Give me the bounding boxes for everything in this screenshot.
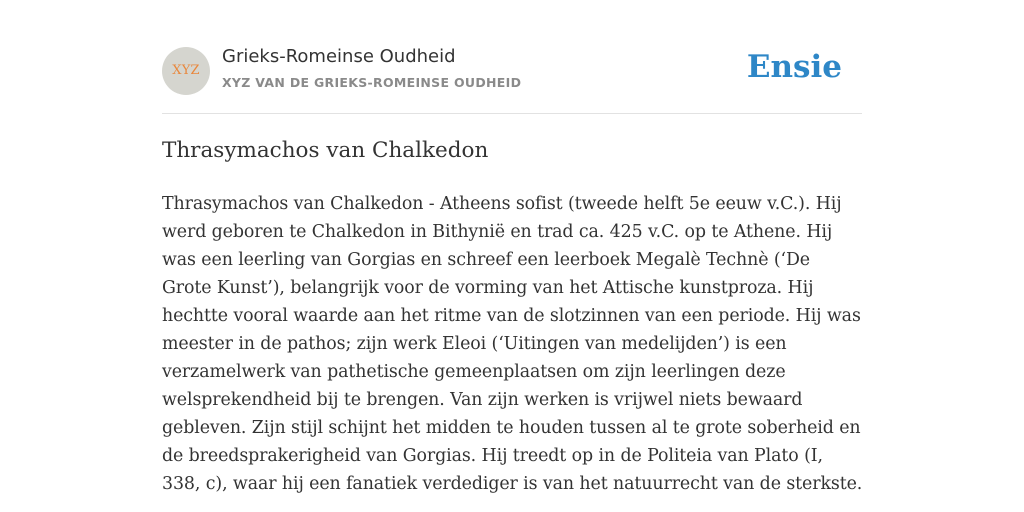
- article-body: Thrasymachos van Chalkedon - Atheens sofist (tweede helft 5e eeuw v.C.). Hij werd geboren te Chalkedon in Bithynië en trad ca. 425 v.C. op te Athene. Hij was een leerling van Gorgias en schreef een leerboek Megalè Technè (‘De Grote Kunst’), belangrijk voor de vorming van het Attische kunstproza. Hij hechtte vooral waarde aan het ritme van de slotzinnen van een periode. Hij was meester in de pathos; zijn werk Eleoi (‘Uitingen van medelijden’) is een verzamelwerk van pathetische gemeenplaatsen om zijn leerlingen deze welsprekendheid bij te brengen. Van zijn werken is vrijwel niets bewaard gebleven. Zijn stijl schijnt het midden te houden tussen al te grote soberheid en de breedsprakerigheid van Gorgias. Hij treedt op in de Politeia van Plato (I, 338, c), waar hij een fanatiek verdediger is van het natuurrecht van de sterkste.: [162, 194, 863, 494]
- publication-subtitle: XYZ VAN DE GRIEKS-ROMEINSE OUDHEID: [222, 75, 522, 90]
- header: [162, 45, 862, 95]
- publication-name[interactable]: Grieks-Romeinse Oudheid: [222, 46, 456, 67]
- divider: [162, 113, 862, 114]
- brand-logo[interactable]: Ensie: [746, 49, 842, 85]
- avatar[interactable]: XYZ: [162, 47, 210, 95]
- article-title: Thrasymachos van Chalkedon: [162, 138, 489, 163]
